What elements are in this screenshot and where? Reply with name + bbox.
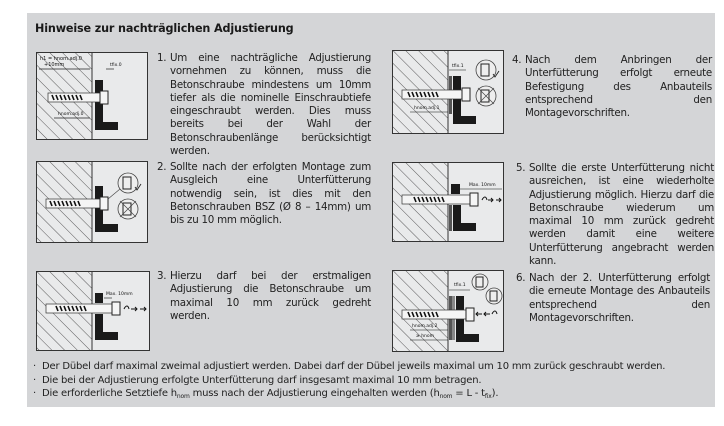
figure-step-4 xyxy=(392,50,504,134)
subscript: fix xyxy=(484,393,492,401)
figure-label: hnom.adj.2 xyxy=(412,324,438,329)
note-text: Die bei der Adjustierung erfolgte Unterfütterung darf insgesamt maximal 10 mm betragen. xyxy=(42,374,482,386)
figure-label: hnom.adj.1 xyxy=(414,106,440,111)
figure-label: tfix.1 xyxy=(454,283,466,288)
notes-list xyxy=(33,360,665,401)
subscript: nom xyxy=(439,393,453,401)
figure-step-6 xyxy=(392,270,504,352)
figure-label: tfix.0 xyxy=(110,63,122,68)
step-5 xyxy=(516,162,714,268)
step-number: 6. xyxy=(516,272,526,284)
figure-label: Max. 10mm xyxy=(106,292,133,297)
step-text: Um eine nachträgliche Adjustierung vornehmen zu können, muss die Betonschraube mindestens um 10mm tiefer als die nominelle Einschraubtiefe eingeschraubt werden. Dies muss bereits bei der Wahl der Betonschraubenlänge berücksichtigt werden. xyxy=(170,52,371,158)
note-item xyxy=(33,374,665,388)
note-text-post: ). xyxy=(491,388,499,400)
figure-step-2 xyxy=(36,161,148,243)
bullet: · xyxy=(33,361,36,372)
step-4 xyxy=(512,54,712,120)
figure-step-3 xyxy=(36,271,150,351)
figure-step-1 xyxy=(36,52,148,140)
note-text: Der Dübel darf maximal zweimal adjustiert werden. Dabei darf der Dübel jeweils maximal um 10 mm zurück geschraubt werden. xyxy=(42,361,666,372)
step-number: 2. xyxy=(157,161,167,173)
section-title: Hinweise zur nachträglichen Adjustierung xyxy=(35,22,294,35)
note-item xyxy=(33,360,665,374)
note-text-pre: Die erforderliche Setztiefe h xyxy=(42,388,177,400)
step-number: 5. xyxy=(516,162,526,174)
figure-label: Max. 10mm xyxy=(469,183,496,188)
step-number: 4. xyxy=(512,54,522,66)
step-text: Sollte die erste Unterfütterung nicht ausreichen, ist eine wiederholte Adjustierung möglich. Hierzu darf die Betonschraube wiederum um maximal 10 mm zurück gedreht werden damit eine weitere Unterfütterung angebracht werden kann. xyxy=(529,162,714,268)
bullet: · xyxy=(33,374,36,386)
note-item xyxy=(33,387,665,401)
figure-label: +10mm xyxy=(44,62,65,68)
figure-label: ≥ hnom xyxy=(416,334,435,339)
figure-label: h1 = hnom.adj.0 xyxy=(40,56,82,62)
note-text-mid2: = L - t xyxy=(452,388,485,400)
step-1 xyxy=(157,52,371,158)
figure-label: tfix.1 xyxy=(452,64,464,69)
step-2 xyxy=(157,161,371,227)
step-text: Sollte nach der erfolgten Montage zum Ausgleich eine Unterfütterung notwendig sein, ist dies mit den Betonschrauben BSZ (Ø 8 – 14mm) um bis zu 10 mm möglich. xyxy=(170,161,371,227)
step-text: Nach dem Anbringen der Unterfütterung erfolgt erneute Befestigung des Anbauteils entsprechend den Montagevorschriften. xyxy=(525,54,712,120)
figure-step-5 xyxy=(392,162,504,242)
note-text-mid: muss nach der Adjustierung eingehalten werden (h xyxy=(189,388,440,400)
step-text: Nach der 2. Unterfütterung erfolgt die erneute Montage des Anbauteils entsprechend den Montagevorschriften. xyxy=(529,272,710,324)
bullet: · xyxy=(33,388,36,400)
subscript: nom xyxy=(176,393,190,401)
step-text: Hierzu darf bei der erstmaligen Adjustierung die Betonschraube um maximal 10 mm zurück gedreht werden. xyxy=(170,270,371,322)
step-number: 3. xyxy=(157,270,167,282)
step-6 xyxy=(516,272,710,325)
figure-label: hnom.adj.0 xyxy=(58,112,84,117)
step-number: 1. xyxy=(157,52,167,64)
step-3 xyxy=(157,270,371,323)
